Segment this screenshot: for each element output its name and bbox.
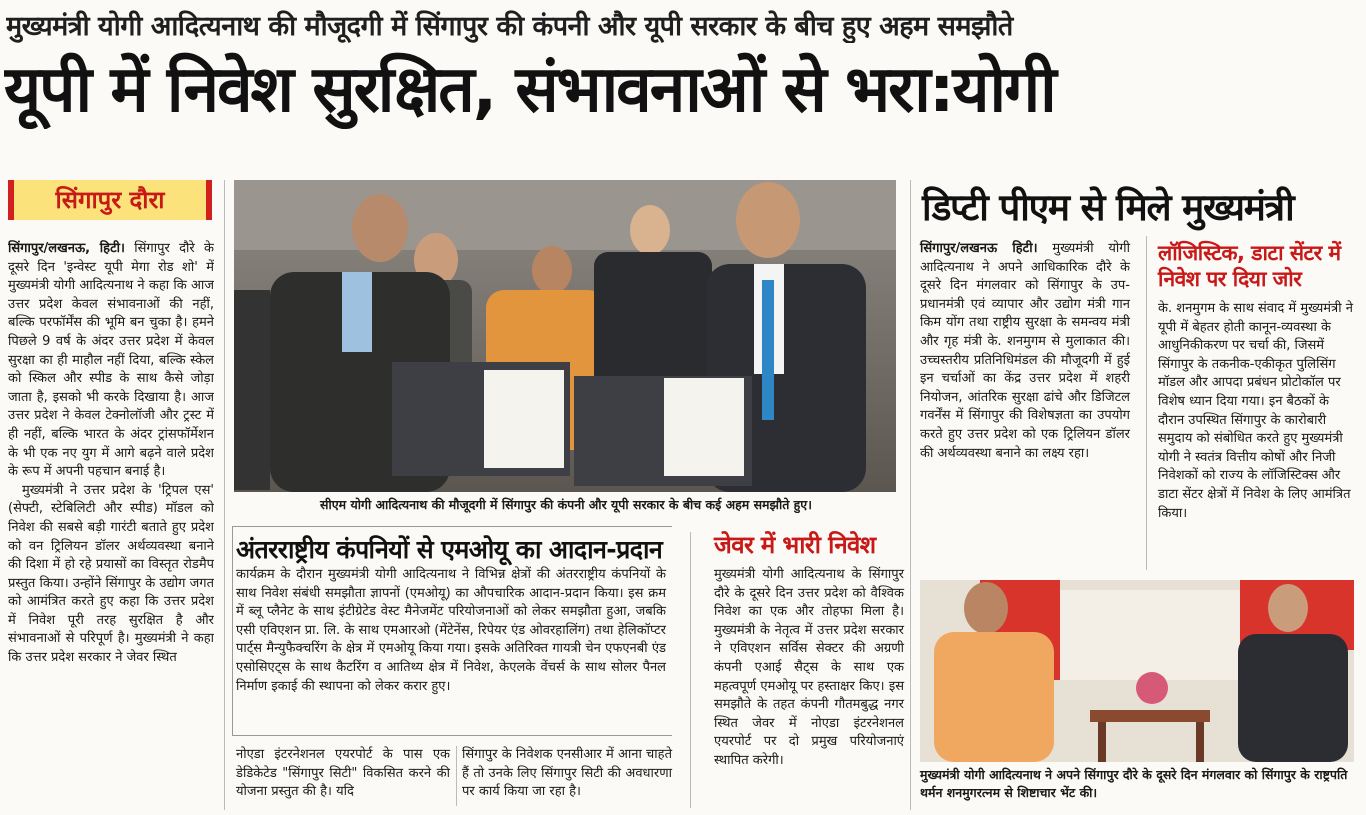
paragraph: मुख्यमंत्री ने उत्तर प्रदेश के 'ट्रिपल एस' (सेफ्टी, स्टेबिलिटी और स्पीड) मॉडल को निवेश की सबसे बड़ी गारंटी बताते हुए प्रदेश को वन ट्रिलियन डॉलर अर्थव्यवस्था बनाने की दिशा में हो रहे प्रयासों का विस्तृत रोडमैप प्रस्तुत किया। उन्होंने सिंगापुर के उद्योग जगत को आमंत्रित करते हुए कहा कि उत्तर प्रदेश में निवेश पूरी तरह सुरक्षित है और संभावनाओं से परिपूर्ण है। मुख्यमंत्री ने कहा कि उत्तर प्रदेश सरकार ने जेवर स्थित — [8, 482, 214, 666]
deputy-pm-headline: डिप्टी पीएम से मिले मुख्यमंत्री — [922, 186, 1294, 229]
main-photo-illustration — [234, 180, 896, 492]
logistics-body: के. शनमुगम के साथ संवाद में मुख्यमंत्री ने यूपी में बेहतर होती कानून-व्यवस्था के आधुनिकीकरण पर चर्चा की, जिसमें सिंगापुर के तकनीक-एकीकृत पुलिसिंग मॉडल और आपदा प्रबंधन प्रोटोकॉल पर विशेष ध्यान दिया गया। इन बैठकों के दौरान उपस्थित सिंगापुर के कारोबारी समुदाय को संबोधित करते हुए मुख्यमंत्री योगी ने स्वतंत्र वित्तीय कोषों और निजी निवेशकों को राज्य के लॉजिस्टिक्स और डाटा सेंटर क्षेत्रों में निवेश के लिए आमंत्रित किया। — [1158, 301, 1353, 521]
deputy-pm-article — [920, 240, 1130, 463]
dateline: सिंगापुर/लखनऊ, हिटी। — [8, 241, 125, 256]
mou-heading: अंतरराष्ट्रीय कंपनियों से एमओयू का आदान-प्रदान — [236, 535, 663, 564]
main-photo-caption: सीएम योगी आदित्यनाथ की मौजूदगी में सिंगापुर की कंपनी और यूपी सरकार के बीच कई अहम समझौते हुए। — [320, 497, 812, 512]
paragraph: सिंगापुर दौरे के दूसरे दिन 'इन्वेस्ट यूपी मेगा रोड शो' में मुख्यमंत्री योगी आदित्यनाथ ने कहा कि आज उत्तर प्रदेश केवल संभावनाओं की नहीं, बल्कि परफॉर्मेंस की भूमि बन चुका है। हमने पिछले 9 वर्ष के अंदर उत्तर प्रदेश में केवल सुरक्षा का ही माहौल नहीं दिया, बल्कि स्केल को स्किल और स्पीड के साथ कैसे जोड़ा जाता है, इसको भी करके दिखाया है। आज उत्तर प्रदेश ने केवल टेक्नोलॉजी और ट्रस्ट में ही नहीं, बल्कि भारत के अंदर ट्रांसफॉर्मेशन के भी एक नए युग में आगे बढ़ने वाले प्रदेश के रूप में अपनी पहचान बनाई है। — [8, 241, 214, 480]
continuation-text-a: नोएडा इंटरनेशनल एयरपोर्ट के पास एक डेडिकेटेड "सिंगापुर सिटी" विकसित करने की योजना प्रस्तुत की है। यदि — [236, 747, 450, 800]
column-divider — [1146, 236, 1147, 570]
column-divider — [224, 180, 225, 810]
paragraph: मुख्यमंत्री योगी आदित्यनाथ ने अपने आधिकारिक दौरे के दूसरे दिन मंगलवार को सिंगापुर के उप-प्रधानमंत्री एवं व्यापार और उद्योग मंत्री गान किम योंग तथा राष्ट्रीय सुरक्षा के समन्वय मंत्री और गृह मंत्री के. शनमुगम से मुलाकात की। उच्चस्तरीय प्रतिनिधिमंडल की मौजूदगी में हुई इन चर्चाओं का केंद्र उत्तर प्रदेश में शहरी नियोजन, आंतरिक सुरक्षा ढांचे और डिजिटल गवर्नेंस में सिंगापुर की विशेषज्ञता का उपयोग करते हुए उत्तर प्रदेश को एक ट्रिलियन डॉलर की अर्थव्यवस्था बनाने का लक्ष्य रहा। — [920, 241, 1130, 461]
dateline: सिंगापुर/लखनऊ हिटी। — [920, 241, 1038, 256]
column-divider — [690, 532, 691, 808]
jewar-heading: जेवर में भारी निवेश — [714, 531, 876, 559]
column-divider — [456, 746, 457, 806]
jewar-body: मुख्यमंत्री योगी आदित्यनाथ के सिंगापुर दौरे के दूसरे दिन उत्तर प्रदेश को वैश्विक निवेश का एक और तोहफा मिला है। मुख्यमंत्री के नेतृत्व में उत्तर प्रदेश सरकार ने एविएशन सर्विस सेक्टर की अग्रणी कंपनी एआई सैट्स के साथ एक महत्वपूर्ण एमओयू पर हस्ताक्षर किए। इस समझौते के तहत कंपनी गौतमबुद्ध नगर स्थित जेवर में नोएडा इंटरनेशनल एयरपोर्ट पर दो प्रमुख परियोजनाएं स्थापित करेगी। — [714, 567, 904, 768]
side-photo-caption: मुख्यमंत्री योगी आदित्यनाथ ने अपने सिंगापुर दौरे के दूसरे दिन मंगलवार को सिंगापुर के राष्ट्रपति थर्मन शनमुगरत्नम से शिष्टाचार भेंट की। — [920, 767, 1348, 800]
logistics-heading: लॉजिस्टिक, डाटा सेंटर में निवेश पर दिया जोर — [1158, 241, 1341, 291]
column-divider — [910, 180, 911, 810]
section-tag: सिंगापुर दौरा — [8, 180, 212, 220]
main-photo — [234, 180, 896, 492]
side-photo-illustration — [920, 580, 1354, 762]
left-column-article — [8, 240, 214, 812]
main-headline: यूपी में निवेश सुरक्षित, संभावनाओं से भरा:योगी — [4, 53, 1055, 127]
continuation-text-b: सिंगापुर के निवेशक एनसीआर में आना चाहते हैं तो उनके लिए सिंगापुर सिटी की अवधारणा पर कार्य किया जा रहा है। — [462, 747, 672, 800]
mou-body: कार्यक्रम के दौरान मुख्यमंत्री योगी आदित्यनाथ ने विभिन्न क्षेत्रों की अंतरराष्ट्रीय कंपनियों के साथ निवेश संबंधी समझौता ज्ञापनों (एमओयू) का औपचारिक आदान-प्रदान किया। इस क्रम में ब्लू प्लैनेट के साथ इंटीग्रेटेड वेस्ट मैनेजमेंट परियोजनाओं को लेकर समझौता हुआ, जबकि एसी एविएशन प्रा. लि. के साथ एमआरओ (मेंटेनेंस, रिपेयर एंड ओवरहालिंग) तथा हेलिकॉप्टर पार्ट्स मैन्युफैक्चरिंग के क्षेत्र में एमओयू किया गया। इसके अतिरिक्त गायत्री चेन एफएनबी एंड एसोसिएट्स के साथ कैटरिंग व आतिथ्य क्षेत्र में निवेश, केएलके वेंचर्स के साथ सोलर पैनल निर्माण इकाई की स्थापना को लेकर करार हुए। — [236, 567, 666, 694]
kicker-headline: मुख्यमंत्री योगी आदित्यनाथ की मौजूदगी में सिंगापुर की कंपनी और यूपी सरकार के बीच हुए अहम समझौते — [6, 11, 1013, 42]
side-photo — [920, 580, 1354, 762]
